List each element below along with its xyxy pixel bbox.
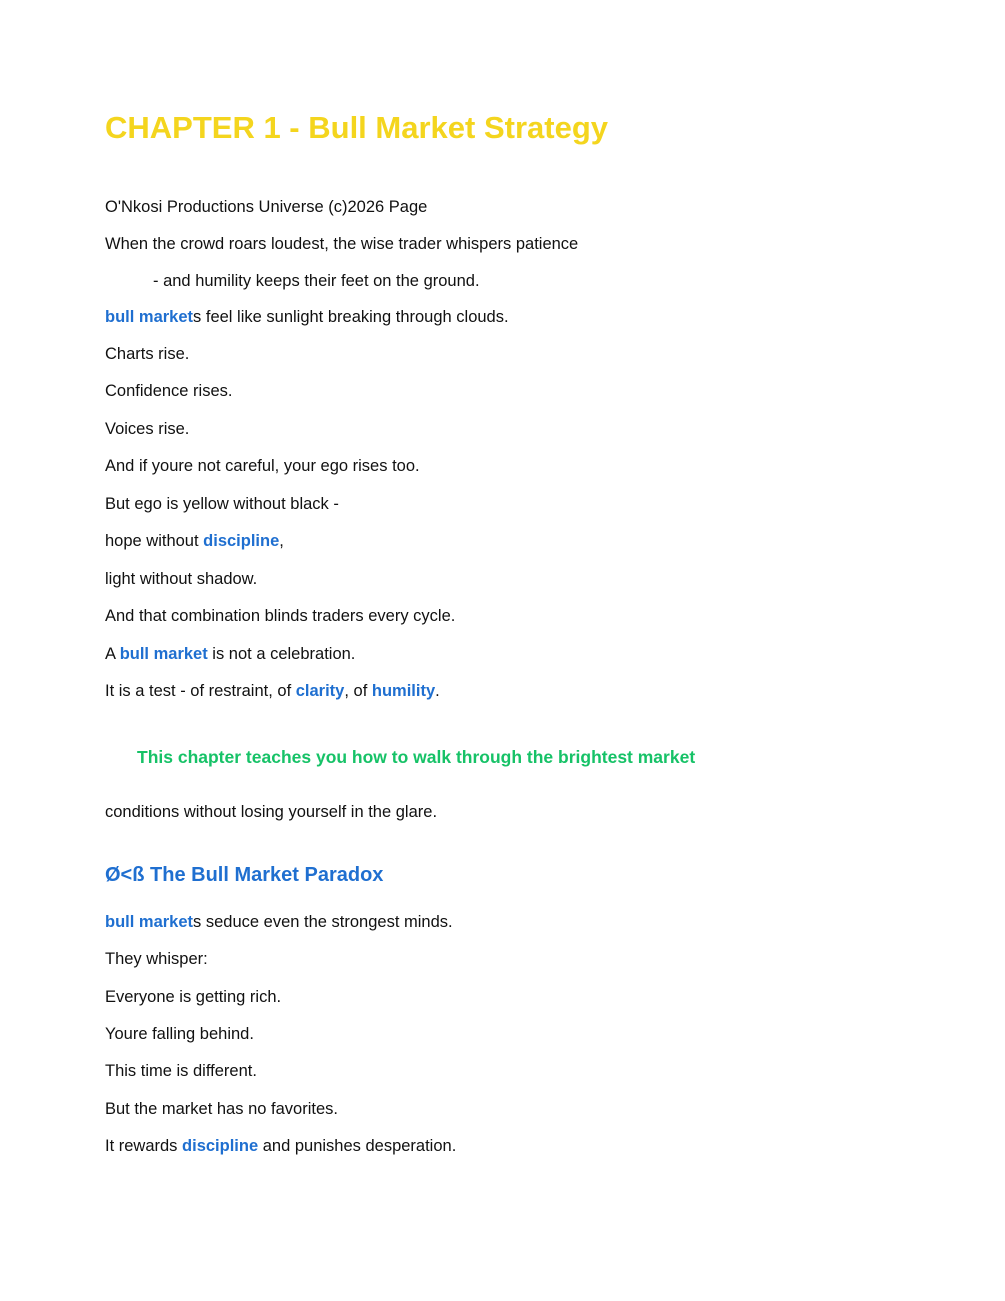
- charts-rise-line: Charts rise.: [105, 345, 190, 363]
- term-bull-market: bull market: [119, 645, 208, 663]
- ego-yellow-line: But ego is yellow without black -: [105, 495, 339, 513]
- paradox-heading: Ø<ß The Bull Market Paradox: [105, 864, 384, 886]
- celebration-post: is not a celebration.: [207, 645, 356, 663]
- ego-rises-line: And if youre not careful, your ego rises too.: [105, 457, 420, 475]
- confidence-rises-line: Confidence rises.: [105, 382, 233, 400]
- term-bull-market: bull market: [105, 308, 194, 326]
- blinds-line: And that combination blinds traders every cycle.: [105, 607, 456, 625]
- hope-text: hope without: [105, 532, 204, 550]
- intro-sunlight-text: s feel like sunlight breaking through clouds.: [193, 308, 509, 326]
- different-line: This time is different.: [105, 1062, 257, 1080]
- hope-comma: ,: [279, 532, 284, 550]
- term-bull-market: bull market: [105, 913, 194, 931]
- term-discipline: discipline: [182, 1137, 259, 1155]
- behind-line: Youre falling behind.: [105, 1025, 254, 1043]
- paradox-seduce-text: s seduce even the strongest minds.: [193, 913, 453, 931]
- term-discipline: discipline: [203, 532, 280, 550]
- chapter-teaser-heading: This chapter teaches you how to walk through the brightest market: [137, 747, 696, 767]
- favorites-line: But the market has no favorites.: [105, 1100, 338, 1118]
- rewards-line: [105, 1136, 456, 1156]
- rewards-post: and punishes desperation.: [258, 1137, 457, 1155]
- rich-line: Everyone is getting rich.: [105, 988, 282, 1006]
- paradox-seduce-line: [105, 912, 453, 932]
- copyright-line: O'Nkosi Productions Universe (c)2026 Page: [105, 198, 428, 216]
- hope-line: [105, 531, 284, 551]
- chapter-teaser-continuation: conditions without losing yourself in the glare.: [105, 803, 438, 821]
- light-line: light without shadow.: [105, 570, 258, 588]
- test-line: [105, 681, 440, 701]
- term-clarity: clarity: [295, 682, 345, 700]
- term-humility: humility: [371, 682, 436, 700]
- test-post: .: [435, 682, 440, 700]
- chapter-title: CHAPTER 1 - Bull Market Strategy: [105, 110, 608, 145]
- epigraph-line-2: - and humility keeps their feet on the ground.: [153, 272, 480, 290]
- celebration-line: [105, 644, 355, 664]
- rewards-pre: It rewards: [105, 1137, 183, 1155]
- epigraph-line-1: When the crowd roars loudest, the wise trader whispers patience: [105, 235, 579, 253]
- whisper-line: They whisper:: [105, 950, 208, 968]
- test-mid: , of: [344, 682, 372, 700]
- test-pre: It is a test - of restraint, of: [105, 682, 296, 700]
- intro-sunlight-line: [105, 307, 509, 327]
- voices-rise-line: Voices rise.: [105, 420, 190, 438]
- celebration-pre: A: [105, 645, 120, 663]
